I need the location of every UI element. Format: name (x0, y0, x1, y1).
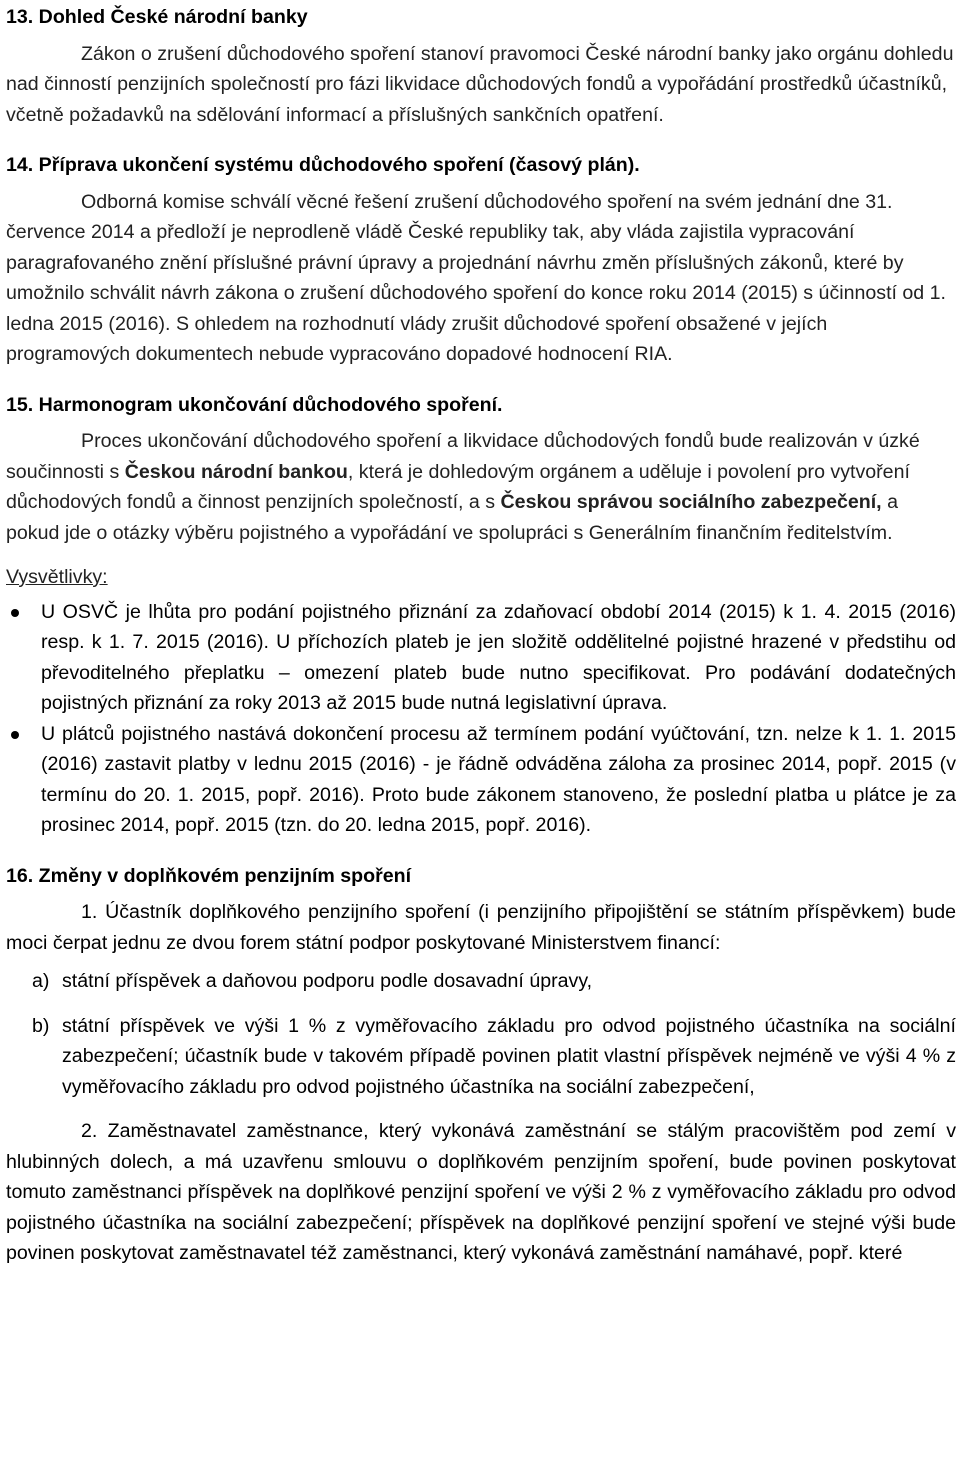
bullet-icon (11, 609, 19, 617)
explanation-item (6, 597, 956, 719)
section-15-text-3: a pokud jde o otázky výběru pojistného a vypořádání ve spolupráci s Generálním finančním ředitelstvím. (6, 491, 898, 544)
support-option (6, 1011, 956, 1103)
section-15-text-1: Proces ukončování důchodového spoření a likvidace důchodových fondů bude realizován v úzké součinnosti s (6, 430, 920, 483)
section-15-paragraph (6, 426, 956, 548)
section-13-heading: 13. Dohled České národní banky (6, 6, 308, 28)
explanations-list (6, 597, 956, 841)
explanation-text: U OSVČ je lhůta pro podání pojistného přiznání za zdaňovací období 2014 (2015) k 1. 4. 2015 (2016) resp. k 1. 7. 2015 (2016). U příchozích plateb je jen složitě oddělitelné pojistné hrazené v předstihu od převoditelného přeplatku – omezení plateb bude nutno specifikovat. Pro podávání dodatečných pojistných přiznání za roky 2013 až 2015 bude nutná legislativní úprava. (41, 600, 956, 714)
section-15-text-2: , která je dohledovým orgánem a uděluje i povolení pro vytvoření důchodových fondů a činnost penzijních společností, a s (6, 460, 910, 513)
support-option (6, 966, 956, 997)
section-16-paragraph-1: 1. Účastník doplňkového penzijního spoření (i penzijního připojištění se státním příspěvkem) bude moci čerpat jednu ze dvou forem státní podpor poskytované Ministerstvem financí: (6, 901, 956, 954)
option-marker: a) (32, 970, 50, 992)
cssz-bold: Českou správou sociálního zabezpečení, (500, 491, 882, 513)
section-14-heading: 14. Příprava ukončení systému důchodového spoření (časový plán). (6, 154, 640, 176)
explanation-text: U plátců pojistného nastává dokončení procesu až termínem podání vyúčtování, tzn. nelze k 1. 1. 2015 (2016) zastavit platby v lednu 2015 (2016) - je řádně odváděna záloha za prosinec 2014, popř. 2015 (v termínu do 20. 1. 2015, popř. 2016). Proto bude zákonem stanoveno, že poslední platba u plátce je za prosinec 2014, popř. 2015 (tzn. do 20. ledna 2015, popř. 2016). (41, 722, 956, 836)
option-text: státní příspěvek ve výši 1 % z vyměřovacího základu pro odvod pojistného účastníka na sociální zabezpečení; účastník bude v takovém případě povinen platit vlastní příspěvek nejméně ve výši 4 % z vyměřovacího základu pro odvod pojistného účastníka na sociální zabezpečení, (62, 1014, 956, 1098)
section-14-paragraph: Odborná komise schválí věcné řešení zrušení důchodového spoření na svém jednání dne 31. července 2014 a předloží je neprodleně vládě České republiky tak, aby vláda zajistila vypracování paragrafovaného znění příslušné právní úpravy a projednání návrhu změn příslušných zákonů, které by umožnilo schválit návrh zákona o zrušení důchodového spoření do konce roku 2014 (2015) s účinností od 1. ledna 2015 (2016). S ohledem na rozhodnutí vlády zrušit důchodové spoření obsažené v jejích programových dokumentech nebude vypracováno dopadové hodnocení RIA. (6, 190, 946, 365)
explanation-item (6, 719, 956, 841)
support-options-list (6, 966, 956, 1102)
option-text: státní příspěvek a daňovou podporu podle dosavadní úpravy, (62, 970, 593, 992)
section-16-paragraph-2: 2. Zaměstnavatel zaměstnance, který vykonává zaměstnání se stálým pracovištěm pod zemí v hlubinných dolech, a má uzavřenu smlouvu o doplňkovém penzijním spoření, bude povinen poskytovat tomuto zaměstnanci příspěvek na doplňkové penzijní spoření ve výši 2 % z vyměřovacího základu pro odvod pojistného účastníka na sociální zabezpečení; příspěvek na doplňkové penzijní spoření ve stejné výši bude povinen poskytovat zaměstnavatel též zaměstnanci, který vykonává zaměstnání namáhavé, popř. které (6, 1120, 956, 1264)
section-13-paragraph: Zákon o zrušení důchodového spoření stanoví pravomoci České národní banky jako orgánu dohledu nad činností penzijních společností pro fázi likvidace důchodových fondů a vypořádání prostředků účastníků, včetně požadavků na sdělování informací a příslušných sankčních opatření. (6, 42, 954, 126)
option-marker: b) (32, 1014, 50, 1037)
section-15-heading: 15. Harmonogram ukončování důchodového spoření. (6, 393, 503, 416)
section-16-heading: 16. Změny v doplňkovém penzijním spoření (6, 864, 412, 887)
cnb-bold: Českou národní bankou (124, 460, 348, 483)
bullet-icon (11, 731, 19, 739)
explanations-label: Vysvětlivky: (6, 566, 108, 588)
